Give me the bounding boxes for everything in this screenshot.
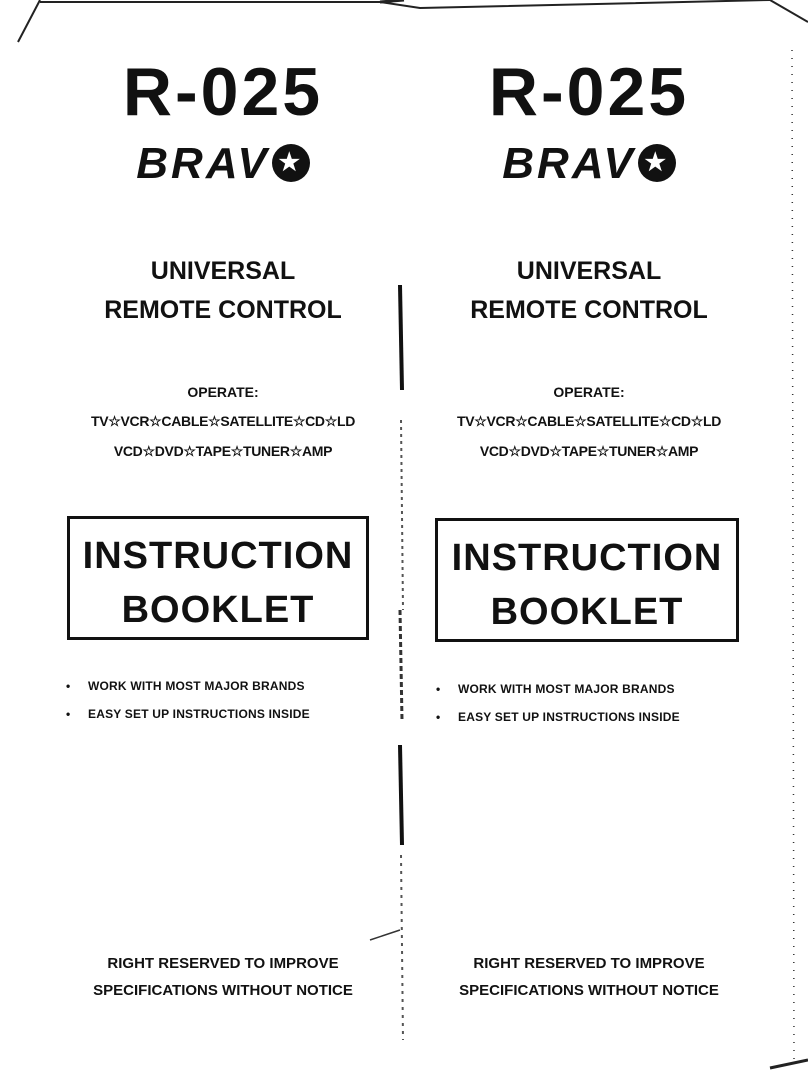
- feature-list: [66, 678, 396, 734]
- device-list-line2: VCD☆DVD☆TAPE☆TUNER☆AMP: [479, 443, 699, 459]
- booklet-title-line1: INSTRUCTION: [82, 535, 354, 577]
- device-list-line1: TV☆VCR☆CABLE☆SATELLITE☆CD☆LD: [90, 413, 356, 429]
- brand-name: [38, 139, 408, 188]
- booklet-cover-right: [404, 0, 774, 1074]
- feature-text: WORK WITH MOST MAJOR BRANDS: [458, 682, 675, 696]
- brand-text: BRAV: [136, 139, 270, 188]
- footer-notice-line2: SPECIFICATIONS WITHOUT NOTICE: [93, 982, 353, 999]
- bullet-dot-icon: •: [66, 679, 71, 693]
- booklet-title-line2: BOOKLET: [490, 591, 684, 633]
- feature-text: EASY SET UP INSTRUCTIONS INSIDE: [88, 707, 310, 721]
- star-circle-icon: [638, 144, 676, 182]
- brand-text: BRAV: [502, 139, 636, 188]
- list-item: [66, 678, 396, 706]
- model-number: R-025: [122, 54, 324, 130]
- operate-label: OPERATE:: [553, 384, 625, 400]
- product-title-line1: UNIVERSAL: [516, 257, 662, 285]
- list-item: [436, 709, 766, 737]
- booklet-title-line2: BOOKLET: [121, 589, 315, 631]
- bullet-dot-icon: •: [436, 682, 441, 696]
- product-title-line2: REMOTE CONTROL: [104, 296, 342, 324]
- instruction-booklet-box: [67, 516, 369, 640]
- footer-notice-line1: RIGHT RESERVED TO IMPROVE: [107, 955, 339, 972]
- operate-label: OPERATE:: [187, 384, 259, 400]
- product-title-line2: REMOTE CONTROL: [470, 296, 708, 324]
- bullet-dot-icon: •: [66, 707, 71, 721]
- brand-name: [404, 139, 774, 188]
- device-list-line2: VCD☆DVD☆TAPE☆TUNER☆AMP: [113, 443, 333, 459]
- booklet-cover-left: [38, 0, 408, 1074]
- device-list-line1: TV☆VCR☆CABLE☆SATELLITE☆CD☆LD: [456, 413, 722, 429]
- list-item: [436, 681, 766, 709]
- list-item: [66, 706, 396, 734]
- instruction-booklet-box: [435, 518, 739, 642]
- footer-notice-line1: RIGHT RESERVED TO IMPROVE: [473, 955, 705, 972]
- bullet-dot-icon: •: [436, 710, 441, 724]
- booklet-title-line1: INSTRUCTION: [451, 537, 723, 579]
- product-title-line1: UNIVERSAL: [150, 257, 296, 285]
- feature-text: WORK WITH MOST MAJOR BRANDS: [88, 679, 305, 693]
- feature-text: EASY SET UP INSTRUCTIONS INSIDE: [458, 710, 680, 724]
- model-number: R-025: [488, 54, 690, 130]
- feature-list: [436, 681, 766, 737]
- footer-notice-line2: SPECIFICATIONS WITHOUT NOTICE: [459, 982, 719, 999]
- star-circle-icon: [272, 144, 310, 182]
